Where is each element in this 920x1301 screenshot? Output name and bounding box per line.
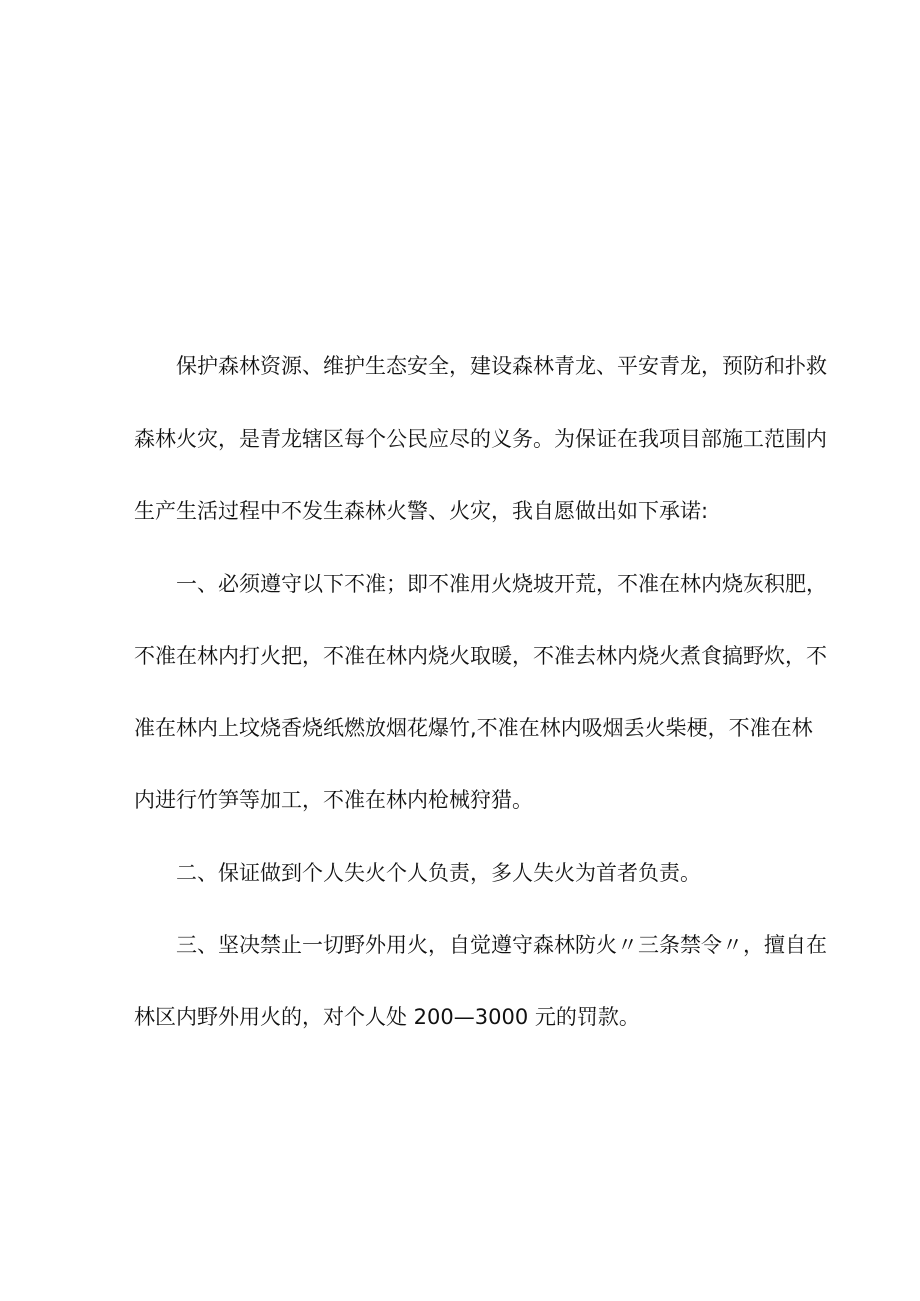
paragraph-item-3-line-2: 林区内野外用火的，对个人处 200—3000 元的罚款。 xyxy=(134,1005,640,1029)
paragraph-item-1-line-1: 一、必须遵守以下不准；即不准用火烧坡开荒，不准在林内烧灰积肥， xyxy=(176,572,827,596)
paragraph-intro-line-1: 保护森林资源、维护生态安全，建设森林青龙、平安青龙，预防和扑救 xyxy=(176,354,827,378)
paragraph-item-1-line-3: 准在林内上坟烧香烧纸燃放烟花爆竹,不准在林内吸烟丢火柴梗，不准在林 xyxy=(134,716,813,740)
paragraph-item-3-line-1: 三、坚决禁止一切野外用火，自觉遵守森林防火〃三条禁令〃，擅自在 xyxy=(176,933,827,957)
paragraph-intro-line-3: 生产生活过程中不发生森林火警、火灾，我自愿做出如下承诺: xyxy=(134,499,709,523)
paragraph-item-1-line-2: 不准在林内打火把，不准在林内烧火取暖，不准去林内烧火煮食搞野炊，不 xyxy=(134,644,827,668)
paragraph-item-2-line-1: 二、保证做到个人失火个人负责，多人失火为首者负责。 xyxy=(176,861,701,885)
paragraph-intro-line-2: 森林火灾，是青龙辖区每个公民应尽的义务。为保证在我项目部施工范围内 xyxy=(134,427,827,451)
paragraph-item-1-line-4: 内进行竹笋等加工，不准在林内枪械狩猎。 xyxy=(134,788,533,812)
